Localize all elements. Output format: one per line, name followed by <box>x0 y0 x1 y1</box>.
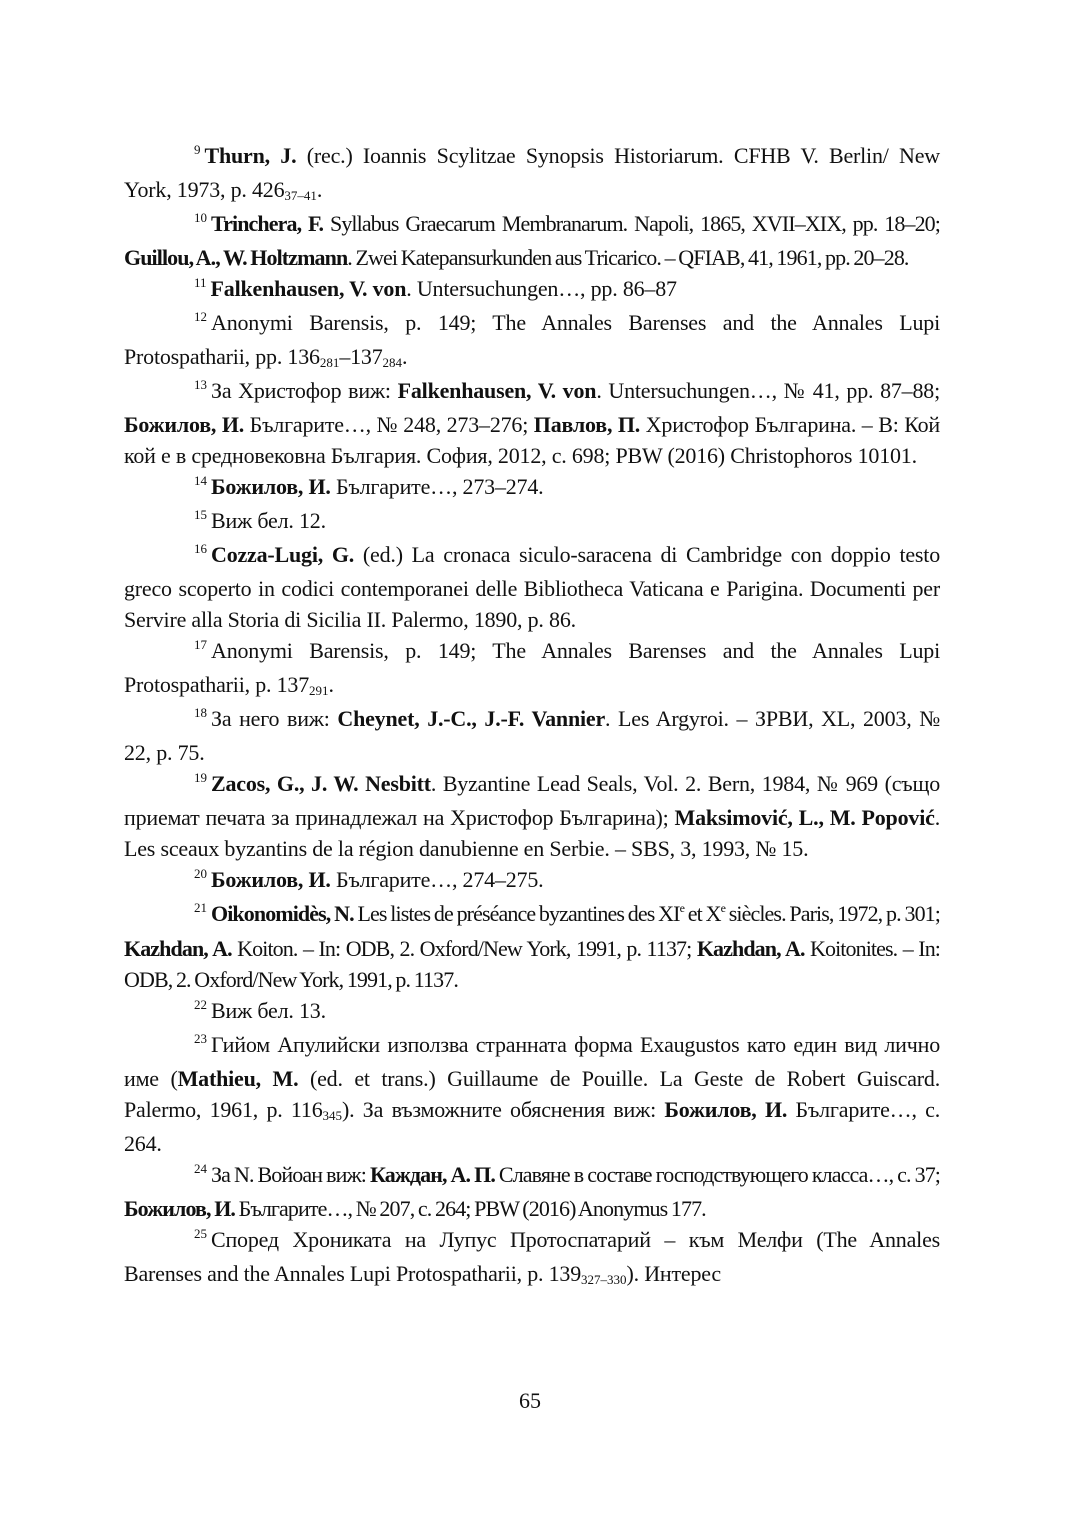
footnote-text: За Христофор виж: <box>211 378 398 403</box>
author-name: Божилов, И. <box>124 412 245 437</box>
footnote-number: 18 <box>194 705 207 720</box>
line-reference: 284 <box>382 355 403 370</box>
footnote-text: За N. Войоан виж: <box>211 1162 370 1187</box>
author-name: Павлов, П. <box>533 412 641 437</box>
footnote-21 <box>124 898 940 995</box>
footnote-number: 22 <box>194 997 207 1012</box>
author-name: Oikonomidès, N. <box>211 901 354 926</box>
footnote-text: Anonymi Barensis, p. 149; The Annales Barenses and the Annales Lupi Protospatharii, pp. 136 <box>124 310 940 369</box>
footnote-14 <box>124 471 940 505</box>
footnote-text: Les listes de préséance byzantines des XI <box>353 901 680 926</box>
footnote-number: 10 <box>194 210 207 225</box>
author-name: Zacos, G., J. W. Nesbitt <box>211 771 431 796</box>
footnote-number: 13 <box>194 377 207 392</box>
line-reference: 291 <box>309 683 329 698</box>
footnote-19 <box>124 768 940 864</box>
footnote-number: 12 <box>194 309 207 324</box>
footnote-20 <box>124 864 940 898</box>
footnote-number: 21 <box>194 900 207 915</box>
footnote-text: (ed.) La cronaca siculo-saracena di Cambridge con doppio testo greco scoperto in codici contemporanei delle Bibliotheca Vaticana e Parigina. Documenti per Servire alla Storia di Sicilia II. Palermo, 1890, p. 86. <box>124 542 940 632</box>
page-number: 65 <box>519 1388 541 1413</box>
footnote-24 <box>124 1159 940 1224</box>
author-name: Каждан, А. П. <box>369 1162 495 1187</box>
footnote-text: Гийом Апулийски използва странната форма Exaugustos като един вид лично име ( <box>124 1032 940 1091</box>
author-name: Guillou, A., W. Holtzmann <box>124 245 348 270</box>
footnote-text: Българите…, № 248, 273–276; <box>244 412 534 437</box>
author-name: Thurn, J. <box>204 143 297 168</box>
footnote-number: 20 <box>194 866 207 881</box>
footnote-text: . Byzantine Lead Seals, Vol. 2. Bern, 1984, № 969 (също приемат печата за принадлежал на Христофор Българина); <box>124 771 940 830</box>
footnote-13 <box>124 375 940 471</box>
footnote-number: 15 <box>194 507 207 522</box>
footnote-text: За него виж: <box>211 706 338 731</box>
author-name: Божилов, И. <box>664 1097 788 1122</box>
footnote-text: Виж бел. 12. <box>211 508 326 533</box>
footnote-text: Koiton. – In: ODB, 2. Oxford/New York, 1991, p. 1137; <box>231 936 697 961</box>
footnote-text: . Les sceaux byzantins de la région danubienne en Serbie. – SBS, 3, 1993, № 15. <box>124 805 940 861</box>
author-name: Божилов, И. <box>211 474 331 499</box>
footnote-text: . <box>402 344 408 369</box>
footnote-text: Славяне в составе господствующего класса…, с. 37; <box>494 1162 941 1187</box>
footnote-text: Koitonites. – In: ODB, 2. Oxford/New York, 1991, p. 1137. <box>124 936 941 992</box>
footnote-number: 23 <box>194 1031 207 1046</box>
footnote-text: Българите…, 274–275. <box>330 867 544 892</box>
footnote-text: siècles. Paris, 1972, p. 301; <box>725 901 940 926</box>
footnote-text: ). Интерес <box>626 1261 721 1286</box>
author-name: Falkenhausen, V. von <box>397 378 597 403</box>
footnote-text: Христофор Българина. – В: Кой кой е в средновековна България. София, 2012, с. 698; PBW (2016) Christophoros 10101. <box>124 412 940 468</box>
footnote-18 <box>124 703 940 768</box>
footnote-10 <box>124 208 940 273</box>
footnote-number: 24 <box>194 1161 207 1176</box>
footnote-number: 19 <box>194 770 207 785</box>
footnote-25 <box>124 1224 940 1292</box>
footnote-11 <box>124 273 940 307</box>
footnote-number: 16 <box>194 541 207 556</box>
author-name: Mathieu, M. <box>177 1066 299 1091</box>
superscript: e <box>720 901 725 915</box>
footnote-text: Anonymi Barensis, p. 149; The Annales Barenses and the Annales Lupi Protospatharii, p. 137 <box>124 638 940 697</box>
author-name: Cheynet, J.-C., J.-F. Vannier <box>337 706 606 731</box>
footnote-text: Българите…, № 207, с. 264; PBW (2016) Anonymus 177. <box>235 1196 706 1221</box>
footnote-9 <box>124 140 940 208</box>
footnote-number: 25 <box>194 1226 207 1241</box>
footnote-text: . Zwei Katepansurkunden aus Tricarico. – QFIAB, 41, 1961, pp. 20–28. <box>347 245 909 270</box>
footnote-text: (rec.) Ioannis Scylitzae Synopsis Historiarum. CFHB V. Berlin/ New York, 1973, p. 426 <box>124 143 940 202</box>
footnote-23 <box>124 1029 940 1159</box>
footnote-number: 11 <box>194 275 207 290</box>
author-name: Falkenhausen, V. von <box>210 276 407 301</box>
line-reference: 37–41 <box>284 188 317 203</box>
footnote-15 <box>124 505 940 539</box>
footnote-number: 9 <box>194 142 201 157</box>
footnote-text: (ed. et trans.) Guillaume de Pouille. La Geste de Robert Guiscard. Palermo, 1961, p. 116 <box>124 1066 940 1122</box>
footnote-16 <box>124 539 940 635</box>
author-name: Maksimović, L., M. Popović <box>674 805 935 830</box>
footnote-text: ). За възможните обяснения виж: <box>342 1097 665 1122</box>
footnote-text: Според Хрониката на Лупус Протоспатарий – към Мелфи (The Annales Barenses and the Annales Lupi Protospatharii, p. 139 <box>124 1227 940 1286</box>
line-reference: 327–330 <box>581 1272 627 1287</box>
author-name: Божилов, И. <box>124 1196 236 1221</box>
footnotes-block <box>124 140 940 1292</box>
footnote-text: Виж бел. 13. <box>211 998 326 1023</box>
footnote-22 <box>124 995 940 1029</box>
superscript: e <box>679 901 684 915</box>
line-reference: 345 <box>322 1108 343 1123</box>
footnote-text: Syllabus Graecarum Membranarum. Napoli, 1865, XVII–XIX, pp. 18–20; <box>323 211 940 236</box>
author-name: Kazhdan, A. <box>696 936 805 961</box>
footnote-17 <box>124 635 940 703</box>
footnote-text: et X <box>684 901 721 926</box>
footnote-text: . <box>316 177 323 202</box>
author-name: Kazhdan, A. <box>124 936 232 961</box>
author-name: Trinchera, F. <box>211 211 324 236</box>
footnote-number: 17 <box>194 637 207 652</box>
footnote-number: 14 <box>194 473 207 488</box>
footnote-text: . Untersuchungen…, № 41, pp. 87–88; <box>596 378 940 403</box>
footnote-text: –137 <box>339 344 383 369</box>
author-name: Божилов, И. <box>211 867 331 892</box>
line-reference: 281 <box>319 355 340 370</box>
footnote-text: Българите…, 273–274. <box>330 474 544 499</box>
author-name: Cozza-Lugi, G. <box>211 542 355 567</box>
footnote-text: . Untersuchungen…, pp. 86–87 <box>406 276 677 301</box>
footnote-text: Българите…, с. 264. <box>124 1097 941 1156</box>
footnote-text: . Les Argyroi. – ЗРВИ, XL, 2003, № 22, p. 75. <box>124 706 940 765</box>
footnote-12 <box>124 307 940 375</box>
footnote-text: . <box>328 672 334 697</box>
